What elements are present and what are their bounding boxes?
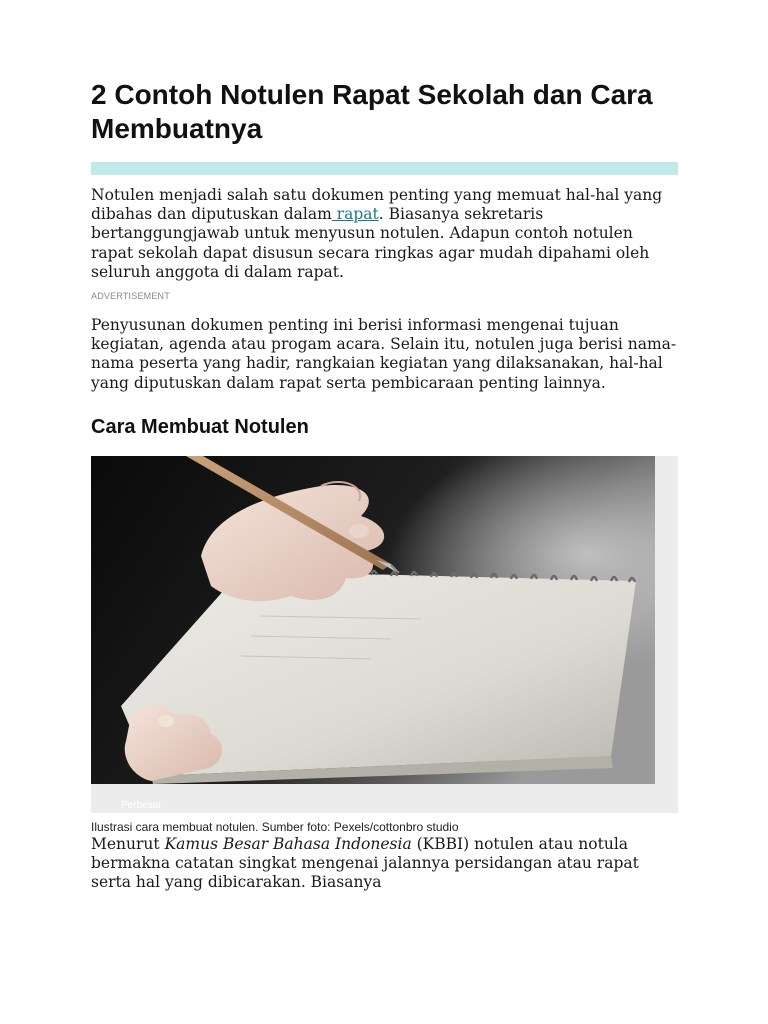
intro-text-before-link: Notulen menjadi salah satu dokumen penting yang memuat hal-hal yang dibahas dan diputuskan dalam xyxy=(91,186,663,224)
enlarge-label[interactable]: Perbesar xyxy=(121,799,162,811)
section-heading: Cara Membuat Notulen xyxy=(91,415,309,438)
paragraph-3 xyxy=(91,835,678,893)
article xyxy=(91,78,678,892)
figure-caption: Ilustrasi cara membuat notulen. Sumber foto: Pexels/cottonbro studio xyxy=(91,819,459,834)
kbbi-emphasis: Kamus Besar Bahasa Indonesia xyxy=(164,834,412,853)
paragraph-3-suffix: (KBBI) notulen atau notula bermakna catatan singkat mengenai jalannya persidangan atau rapat serta hal yang dibicarakan. Biasanya xyxy=(91,834,639,892)
article-title: 2 Contoh Notulen Rapat Sekolah dan Cara Membuatnya xyxy=(91,79,653,144)
photo-hand-writing-notebook[interactable] xyxy=(91,456,655,784)
title-divider-bar xyxy=(91,162,678,175)
article-figure xyxy=(91,456,678,813)
paragraph-3-prefix: Menurut xyxy=(91,834,165,853)
intro-paragraph xyxy=(91,186,678,282)
intro-text-after-link: . Biasanya sekretaris bertanggungjawab untuk menyusun notulen. Adapun contoh notulen rapat sekolah dapat disusun secara ringkas agar mudah dipahami oleh seluruh anggota di dalam rapat. xyxy=(91,205,650,281)
rapat-link[interactable]: rapat xyxy=(331,205,379,224)
paragraph-2: Penyusunan dokumen penting ini berisi informasi mengenai tujuan kegiatan, agenda atau progam acara. Selain itu, notulen juga berisi nama-nama peserta yang hadir, rangkaian kegiatan yang dilaksanakan, hal-hal yang diputuskan dalam rapat serta pembicaraan penting lainnya. xyxy=(91,316,677,392)
advertisement-label: ADVERTISEMENT xyxy=(91,291,170,302)
